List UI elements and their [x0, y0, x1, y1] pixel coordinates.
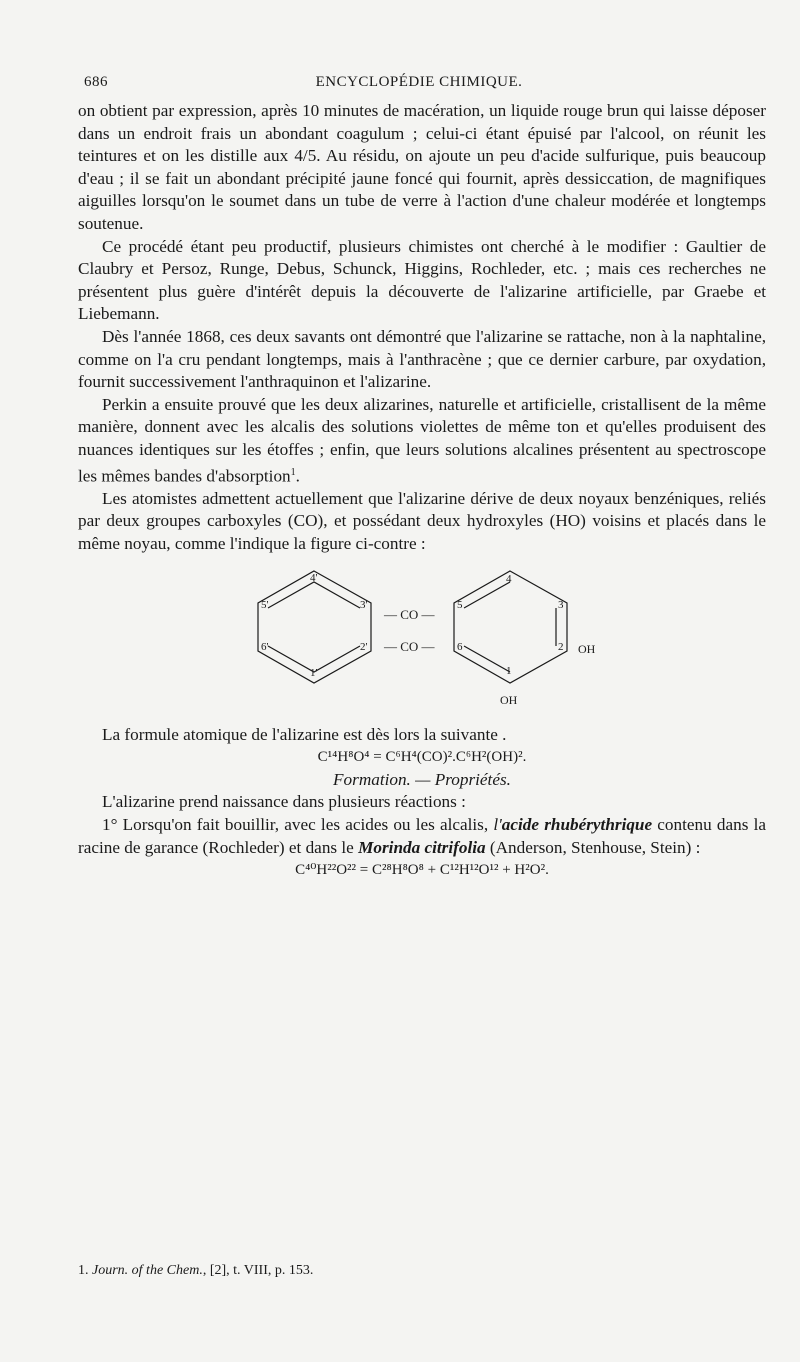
formation-intro: L'alizarine prend naissance dans plusieurs réactions : — [102, 792, 466, 812]
right-ring-inner-bond-b — [464, 646, 510, 672]
paragraph-1: on obtient par expression, après 10 minutes de macération, un liquide rouge brun qui laisse déposer dans un endroit frais un abondant coagulum ; celui-ci étant épuisé par l'alcool, on réunit les teintures et on les distille aux 4/5. Au résidu, on ajoute un peu d'acide sulfurique, puis beaucoup d'eau ; il se fait un abondant précipité jaune foncé qui fournit, après dessiccation, de magnifiques aiguilles lorsqu'on le soumet dans un tube de verre à l'action d'une chaleur modérée et longtemps soutenue. — [78, 101, 766, 233]
carbonyl-bridge-top: — CO — — [384, 606, 435, 622]
paragraph-3: Dès l'année 1868, ces deux savants ont démontré que l'alizarine se rattache, non à la naphtaline, comme on l'a cru pendant longtemps, mais à l'anthracène ; que ce dernier carbure, par oxydation, fournit successivement l'anthraquinon et l'alizarine. — [78, 326, 766, 392]
left-ring-inner-bond-a — [268, 582, 360, 608]
hydroxyl-label-bottom: OH — [500, 692, 518, 707]
atomic-formula: C¹⁴H⁸O⁴ = C⁶H⁴(CO)².C⁶H²(OH)². — [317, 749, 527, 766]
left-label-upper-left: 5' — [261, 598, 269, 611]
left-label-bottom: 1' — [310, 666, 318, 679]
left-benzene-ring — [258, 571, 371, 683]
alizarin-structure-figure — [78, 556, 766, 724]
acid-article: l' — [493, 814, 502, 834]
formation-item-1-b: contenu dans la racine de garance (Rochleder) et dans le — [78, 814, 766, 857]
right-label-upper-right: 3 — [558, 598, 564, 611]
formation-item-1 — [78, 814, 766, 859]
plant-name: Morinda citrifolia — [358, 837, 486, 857]
right-label-top: 4 — [506, 572, 512, 585]
footnote-journal: Journ. of the Chem. — [92, 1263, 203, 1278]
paragraph-5: Les atomistes admettent actuellement que l'alizarine dérive de deux noyaux benzéniques, reliés par deux groupes carboxyles (CO), et possédant deux hydroxyles (HO) voisins et placés dans le même noyau, comme l'indique la figure ci-contre : — [78, 488, 766, 554]
section-heading: Formation. — Propriétés. — [333, 769, 511, 789]
hydroxyl-label-right: OH — [578, 641, 596, 656]
footnote-citation: , [2], t. VIII, p. 153. — [202, 1263, 314, 1278]
carbonyl-bridge-bottom: — CO — — [384, 638, 435, 654]
body-text — [78, 100, 766, 882]
left-label-upper-right: 3' — [360, 598, 368, 611]
left-label-top: 4' — [310, 571, 318, 584]
paragraph-4-end: . — [295, 466, 300, 486]
right-label-lower-right: 2 — [558, 640, 564, 653]
reaction-formula: C⁴⁰H²²O²² = C²⁸H⁸O⁸ + C¹²H¹²O¹² + H²O². — [295, 862, 549, 879]
page-number: 686 — [84, 74, 108, 90]
left-label-lower-left: 6' — [261, 640, 269, 653]
footnote — [78, 1262, 768, 1280]
right-label-upper-left: 5 — [457, 598, 463, 611]
right-label-bottom: 1 — [506, 664, 512, 677]
footnote-ref: 1 — [290, 466, 296, 478]
acid-name: acide rhubérythrique — [501, 814, 653, 834]
paragraph-4-text: Perkin a ensuite prouvé que les deux alizarines, naturelle et artificielle, cristallisent de la même manière, donnent avec les alcalis des solutions violettes de même ton et qu'elles produisent des nuances identiques sur les étoffes ; enfin, que leurs solutions alcalines présentent au spectroscope les mêmes bandes d'absorption — [78, 394, 766, 486]
running-head — [84, 74, 754, 94]
right-label-lower-left: 6 — [457, 640, 463, 653]
formation-item-1-c: (Anderson, Stenhouse, Stein) : — [485, 837, 701, 857]
right-ring-inner-bond-a — [464, 582, 510, 608]
left-label-lower-right: 2' — [360, 640, 368, 653]
paragraph-4 — [78, 394, 766, 488]
running-title: ENCYCLOPÉDIE CHIMIQUE. — [315, 74, 523, 90]
paragraph-6: La formule atomique de l'alizarine est dès lors la suivante . — [102, 724, 507, 744]
footnote-number: 1. — [78, 1263, 89, 1278]
paragraph-2: Ce procédé étant peu productif, plusieurs chimistes ont cherché à le modifier : Gaultier de Claubry et Persoz, Runge, Debus, Schunck, Higgins, Rochleder, etc. ; mais ces recherches ne présentent plus guère d'intérêt depuis la découverte de l'alizarine artificielle, par Graebe et Liebemann. — [78, 236, 766, 324]
formation-item-1-a: 1° Lorsqu'on fait bouillir, avec les acides ou les alcalis, — [102, 814, 494, 834]
